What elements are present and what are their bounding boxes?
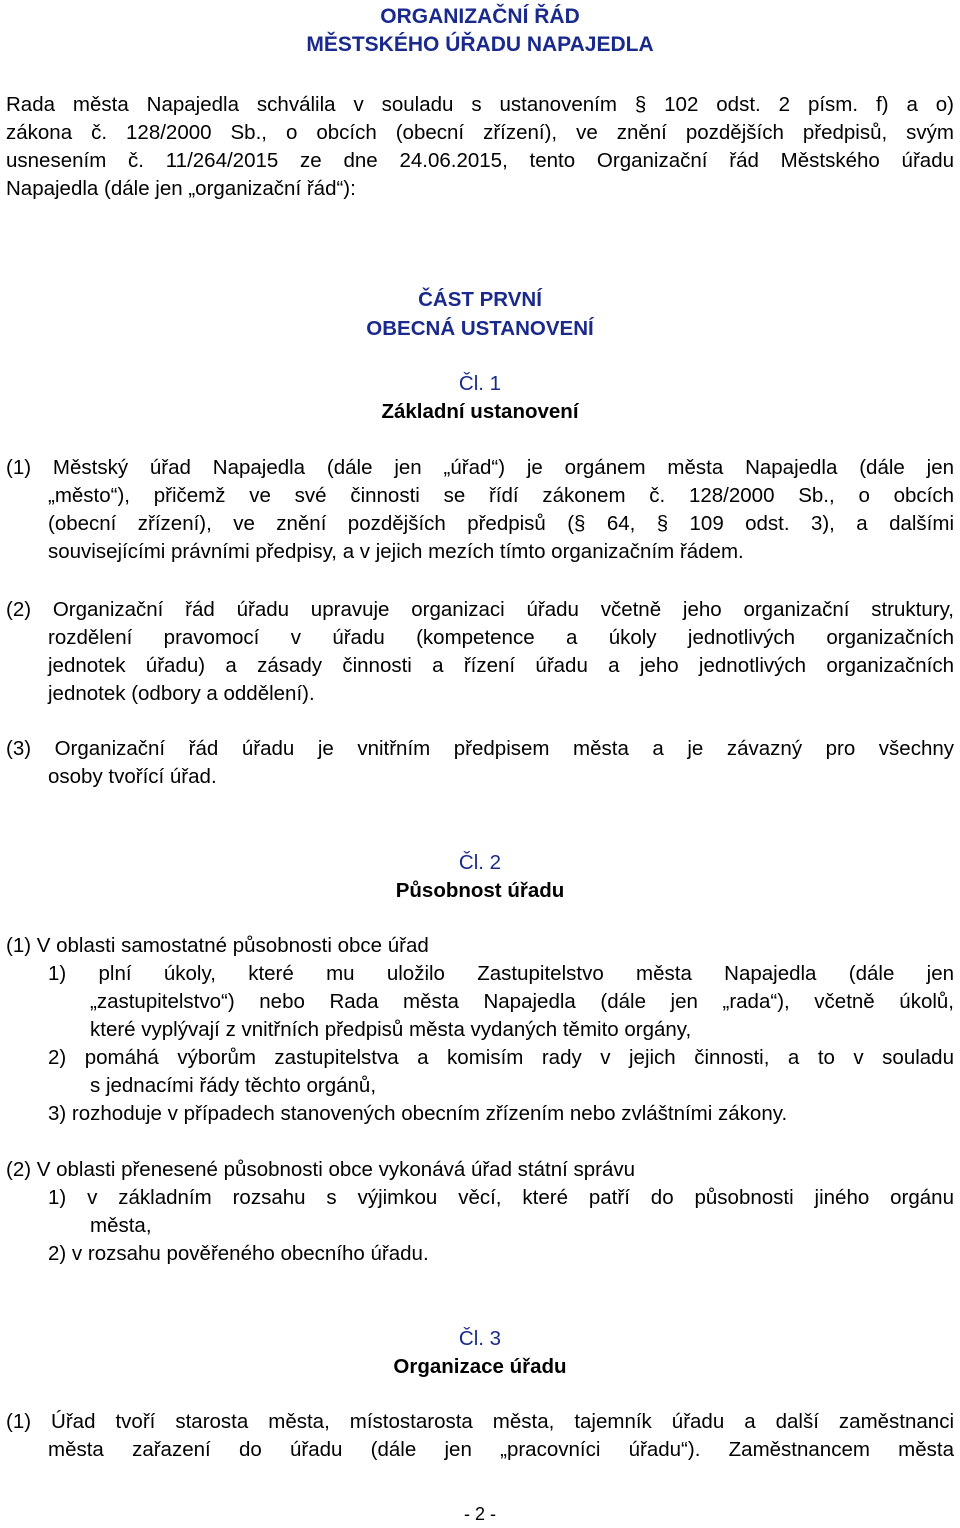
article-title: Základní ustanovení xyxy=(381,400,579,423)
paragraph-line: města zařazení do úřadu (dále jen „pracovníci úřadu“). Zaměstnancem města xyxy=(48,1438,954,1461)
paragraph-line: osoby tvořící úřad. xyxy=(48,765,217,788)
list-item-line: které vyplývají z vnitřních předpisů města vydaných těmito orgány, xyxy=(90,1018,692,1041)
list-item-line: 2) pomáhá výborům zastupitelstva a komisím rady v jejich činnosti, a to v souladu xyxy=(48,1046,954,1069)
list-item-line: s jednacími řády těchto orgánů, xyxy=(90,1074,377,1097)
article-number: Čl. 3 xyxy=(458,1327,502,1350)
paragraph-line: (obecní zřízení), ve znění pozdějších předpisů (§ 64, § 109 odst. 3), a dalšími xyxy=(48,512,954,535)
preamble-line: Rada města Napajedla schválila v souladu s ustanovením § 102 odst. 2 písm. f) a o) xyxy=(6,93,954,116)
part-subtitle: OBECNÁ USTANOVENÍ xyxy=(366,317,594,340)
list-item-line: města, xyxy=(90,1214,152,1237)
page-number: - 2 - xyxy=(463,1504,496,1524)
list-item-line: 1) plní úkoly, které mu uložilo Zastupitelstvo města Napajedla (dále jen xyxy=(48,962,954,985)
list-item-line: „zastupitelstvo“) nebo Rada města Napajedla (dále jen „rada“), včetně úkolů, xyxy=(90,990,954,1013)
paragraph-line: (3) Organizační řád úřadu je vnitřním předpisem města a je závazný pro všechny xyxy=(6,737,954,760)
list-item-line: 1) v základním rozsahu s výjimkou věcí, které patří do působnosti jiného orgánu xyxy=(48,1186,954,1209)
paragraph-line: (1) Úřad tvoří starosta města, místostarosta města, tajemník úřadu a další zaměstnanci xyxy=(6,1410,954,1433)
part-title: ČÁST PRVNÍ xyxy=(418,288,542,311)
paragraph-line: (2) Organizační řád úřadu upravuje organizaci úřadu včetně jeho organizační struktury, xyxy=(6,598,954,621)
preamble-line: usnesením č. 11/264/2015 ze dne 24.06.2015, tento Organizační řád Městského úřadu xyxy=(6,149,954,172)
article-number: Čl. 2 xyxy=(458,851,502,874)
paragraph-line: souvisejícími právními předpisy, a v jejich mezích tímto organizačním řádem. xyxy=(48,540,744,563)
list-item-line: 3) rozhoduje v případech stanovených obecním zřízením nebo zvláštními zákony. xyxy=(48,1102,788,1125)
paragraph-line: (1) V oblasti samostatné působnosti obce úřad xyxy=(6,934,429,957)
paragraph-line: „město“), přičemž ve své činnosti se řídí zákonem č. 128/2000 Sb., o obcích xyxy=(48,484,954,507)
preamble-line: zákona č. 128/2000 Sb., o obcích (obecní zřízení), ve znění pozdějších předpisů, svým xyxy=(6,121,954,144)
list-item-line: 2) v rozsahu pověřeného obecního úřadu. xyxy=(48,1242,429,1265)
article-title: Organizace úřadu xyxy=(393,1355,567,1378)
paragraph-line: jednotek úřadu) a zásady činnosti a řízení úřadu a jeho jednotlivých organizačních xyxy=(48,654,954,677)
document-title-line2: MĚSTSKÉHO ÚŘADU NAPAJEDLA xyxy=(306,33,654,56)
article-number: Čl. 1 xyxy=(458,372,502,395)
preamble-line: Napajedla (dále jen „organizační řád“): xyxy=(6,177,356,200)
paragraph-line: (2) V oblasti přenesené působnosti obce vykonává úřad státní správu xyxy=(6,1158,636,1181)
article-title: Působnost úřadu xyxy=(395,879,565,902)
paragraph-line: (1) Městský úřad Napajedla (dále jen „úřad“) je orgánem města Napajedla (dále jen xyxy=(6,456,954,479)
paragraph-line: jednotek (odbory a oddělení). xyxy=(48,682,315,705)
document-title-line1: ORGANIZAČNÍ ŘÁD xyxy=(380,5,580,28)
paragraph-line: rozdělení pravomocí v úřadu (kompetence a úkoly jednotlivých organizačních xyxy=(48,626,954,649)
